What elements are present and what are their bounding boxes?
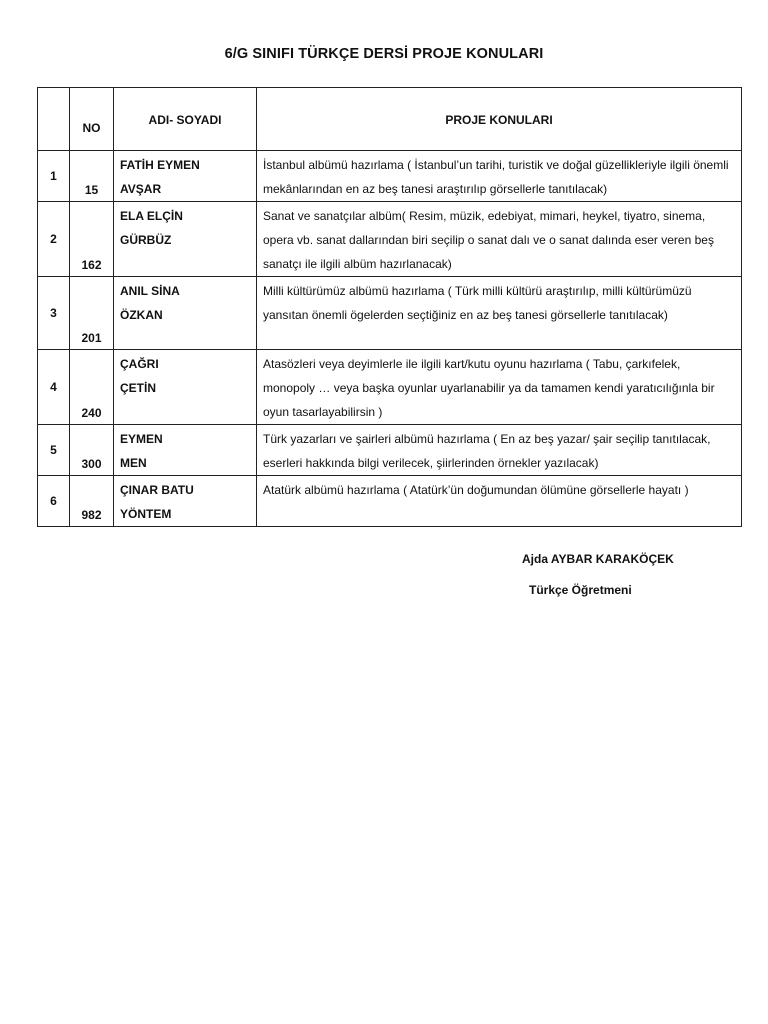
row-index: 1 <box>38 151 70 202</box>
project-topic: İstanbul albümü hazırlama ( İstanbul’un tarihi, turistik ve doğal güzellikleriyle ilgili önemli mekânlarından en az beş tanesi araştırılıp görsellerle tanıtılacak) <box>257 151 742 202</box>
row-number: 162 <box>70 202 114 277</box>
student-last-name: ÖZKAN <box>120 308 163 322</box>
student-last-name: GÜRBÜZ <box>120 233 172 247</box>
table-row <box>38 476 742 527</box>
header-name: ADI- SOYADI <box>114 88 257 151</box>
teacher-name: Ajda AYBAR KARAKÖÇEK <box>522 552 674 566</box>
project-topic: Atatürk albümü hazırlama ( Atatürk’ün doğumundan ölümüne görsellerle hayatı ) <box>257 476 742 527</box>
table-row <box>38 151 742 202</box>
student-first-name: FATİH EYMEN <box>120 158 200 172</box>
project-topic: Milli kültürümüz albümü hazırlama ( Türk milli kültürü araştırılıp, milli kültürümüzü yansıtan önemli ögelerden seçtiğiniz en az beş tanesi görsellerle tanıtılacak) <box>257 277 742 350</box>
row-index: 6 <box>38 476 70 527</box>
student-name <box>114 202 257 277</box>
header-no: NO <box>70 88 114 151</box>
project-topic: Atasözleri veya deyimlerle ile ilgili kart/kutu oyunu hazırlama ( Tabu, çarkıfelek, monopoly … veya başka oyunlar uyarlanabilir ya da tamamen kendi yaratıcılığınla bir oyun tasarlayabilirsin ) <box>257 350 742 425</box>
row-number: 300 <box>70 425 114 476</box>
student-name <box>114 151 257 202</box>
header-topic: PROJE KONULARI <box>257 88 742 151</box>
project-table <box>37 87 742 527</box>
row-number: 982 <box>70 476 114 527</box>
table-row <box>38 350 742 425</box>
student-name <box>114 277 257 350</box>
teacher-role: Türkçe Öğretmeni <box>529 583 632 597</box>
student-first-name: EYMEN <box>120 432 163 446</box>
row-index: 2 <box>38 202 70 277</box>
table-row <box>38 277 742 350</box>
student-first-name: ÇAĞRI <box>120 357 159 371</box>
student-last-name: MEN <box>120 456 147 470</box>
row-index: 3 <box>38 277 70 350</box>
table-header-row <box>38 88 742 151</box>
page-title: 6/G SINIFI TÜRKÇE DERSİ PROJE KONULARI <box>224 46 544 62</box>
student-name <box>114 425 257 476</box>
table-row <box>38 425 742 476</box>
project-topic: Türk yazarları ve şairleri albümü hazırlama ( En az beş yazar/ şair seçilip tanıtılacak, eserleri hakkında bilgi verilecek, şiirlerinden örnekler yazılacak) <box>257 425 742 476</box>
student-first-name: ELA ELÇİN <box>120 209 183 223</box>
row-number: 15 <box>70 151 114 202</box>
student-name <box>114 476 257 527</box>
student-last-name: YÖNTEM <box>120 507 172 521</box>
row-index: 4 <box>38 350 70 425</box>
header-index <box>38 88 70 151</box>
row-number: 240 <box>70 350 114 425</box>
row-index: 5 <box>38 425 70 476</box>
student-last-name: AVŞAR <box>120 182 162 196</box>
project-topic: Sanat ve sanatçılar albüm( Resim, müzik, edebiyat, mimari, heykel, tiyatro, sinema, opera vb. sanat dallarından biri seçilip o sanat dalı ve o sanat dalında eser veren beş sanatçı ile ilgili albüm hazırlanacak) <box>257 202 742 277</box>
student-first-name: ÇINAR BATU <box>120 483 194 497</box>
table-row <box>38 202 742 277</box>
student-last-name: ÇETİN <box>120 381 156 395</box>
student-name <box>114 350 257 425</box>
row-number: 201 <box>70 277 114 350</box>
student-first-name: ANIL SİNA <box>120 284 180 298</box>
